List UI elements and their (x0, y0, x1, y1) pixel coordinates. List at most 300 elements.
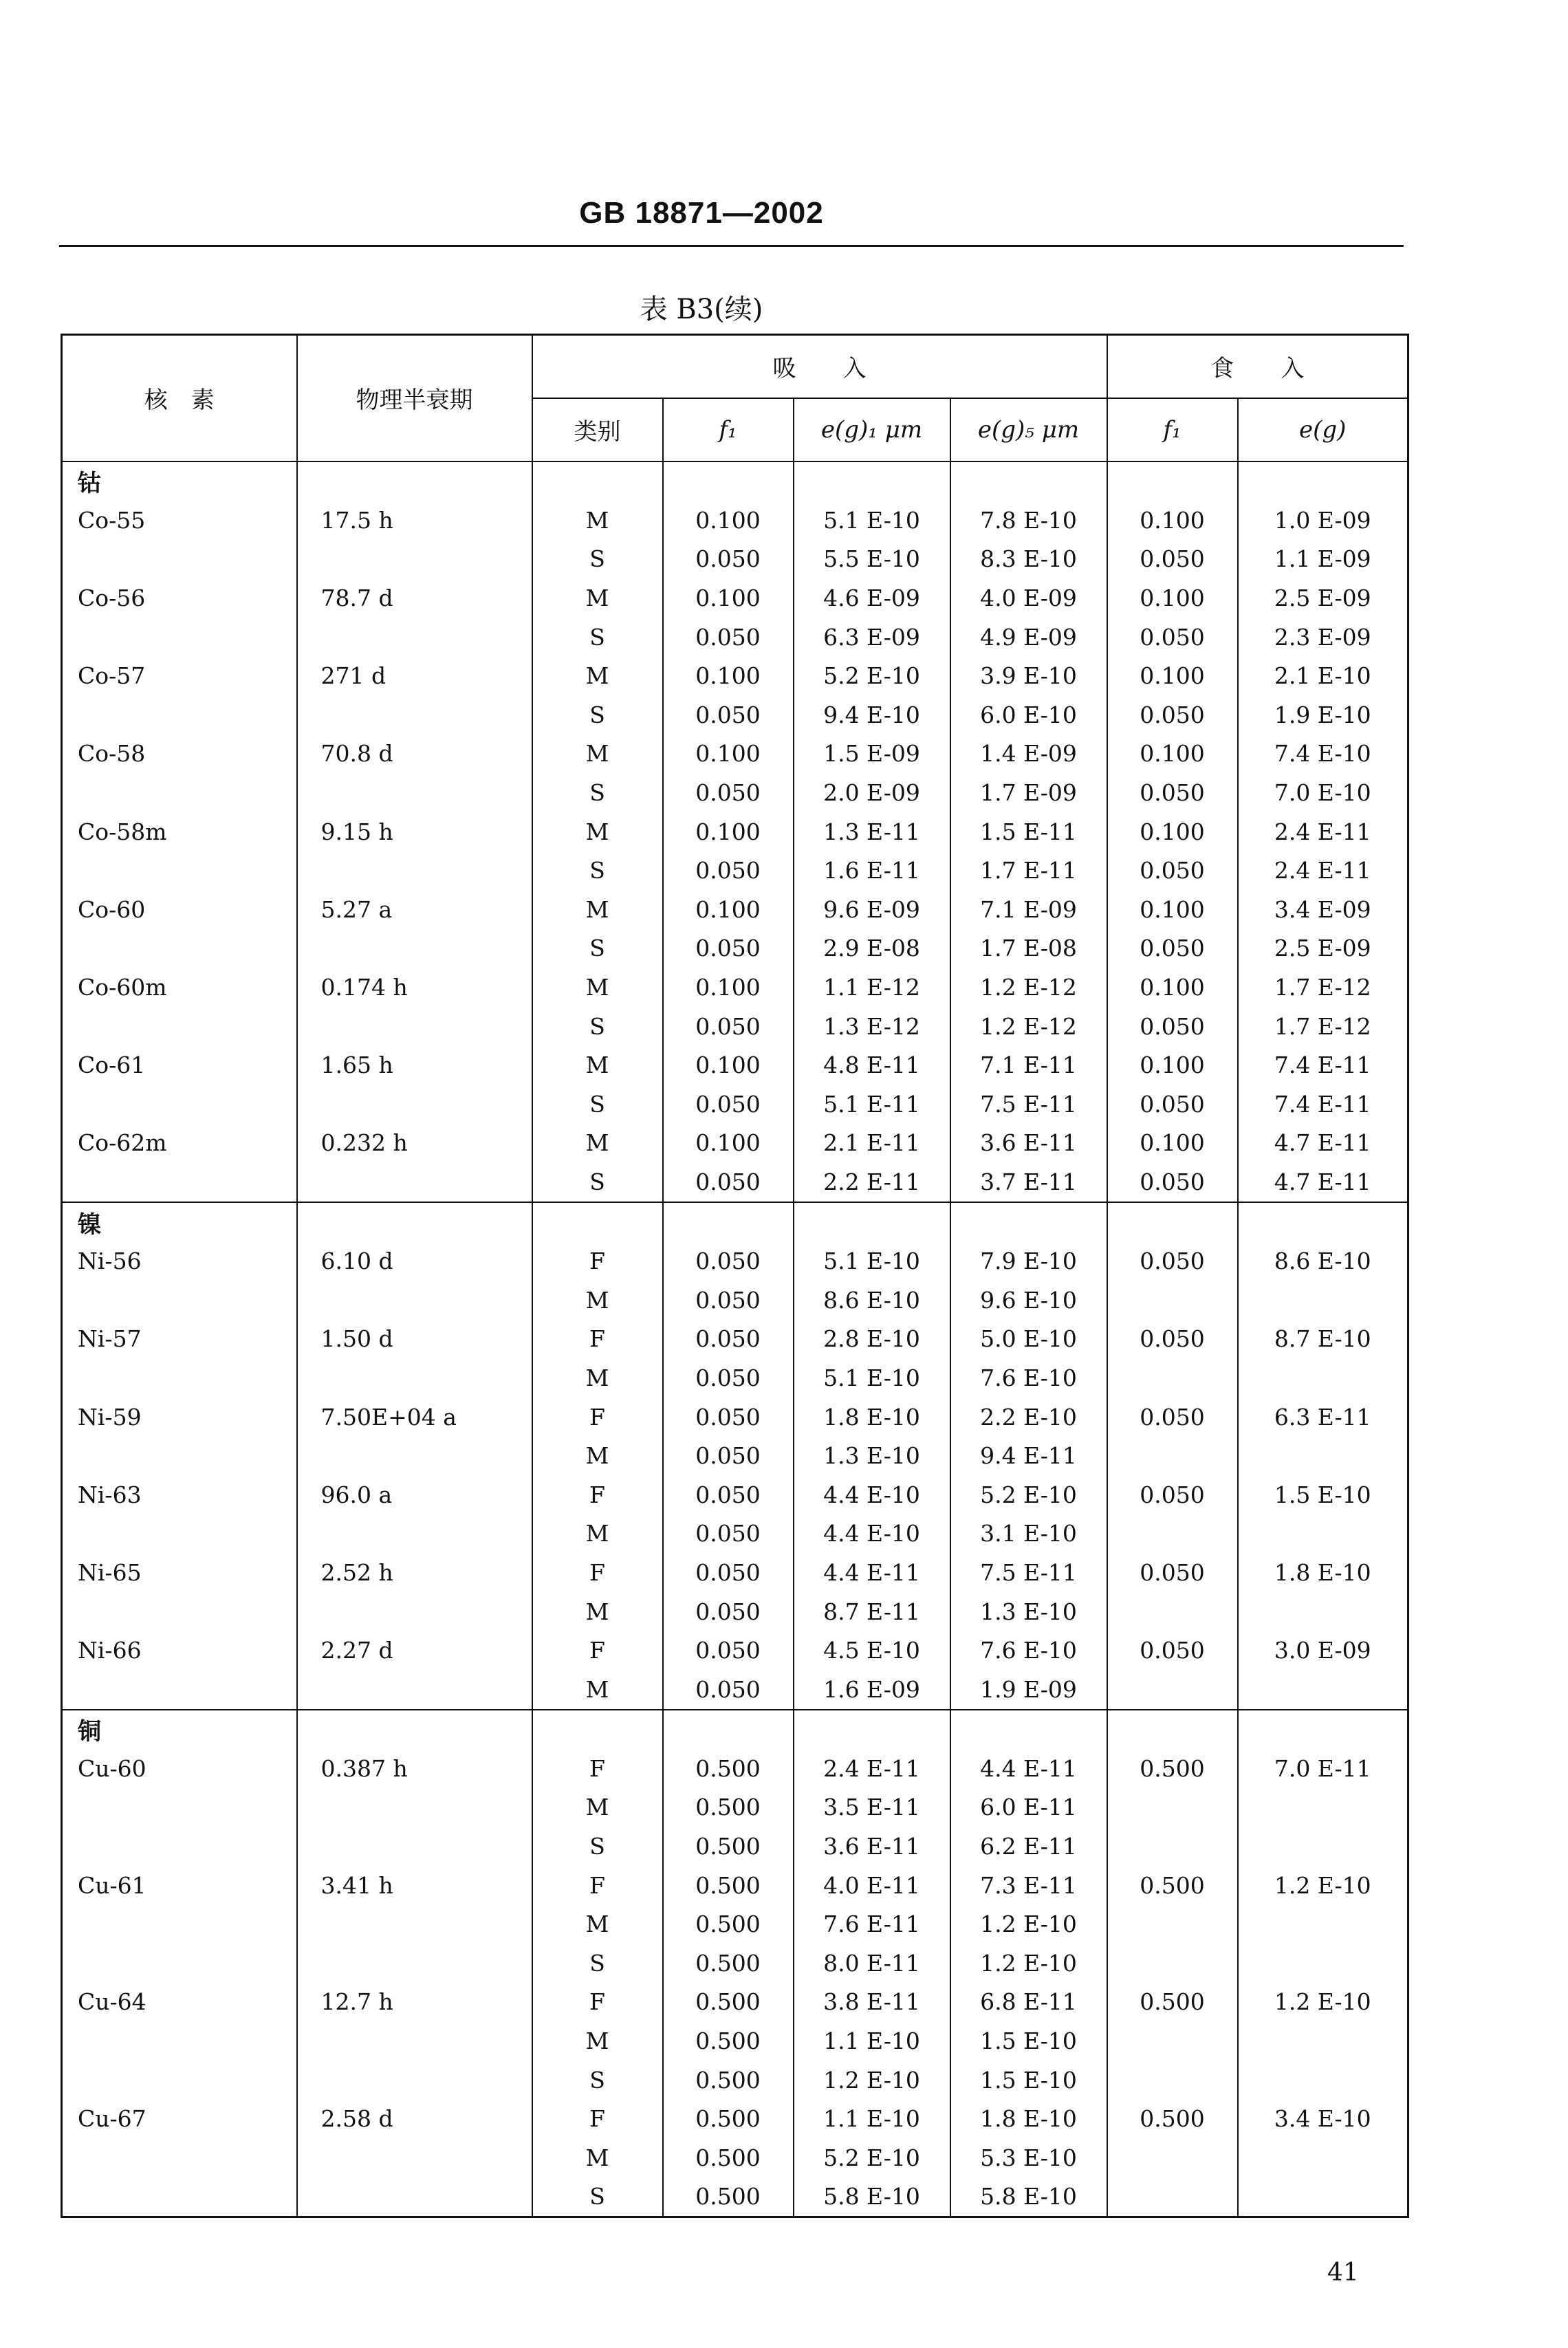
table-row (62, 656, 1408, 695)
table-row (62, 1045, 1408, 1085)
nuclide-cell (62, 1162, 297, 1202)
f1-inhalation-cell: 0.100 (663, 1045, 794, 1085)
e-1um-cell: 1.1 E-10 (794, 2021, 950, 2061)
nuclide-cell: Co-62m (62, 1124, 297, 1163)
e-1um-cell: 2.9 E-08 (794, 929, 950, 968)
e-5um-cell: 1.2 E-12 (950, 968, 1107, 1007)
e-ingestion-cell: 7.4 E-11 (1238, 1085, 1408, 1124)
f1-ingestion-cell (1107, 1281, 1238, 1320)
nuclide-cell: Cu-67 (62, 2099, 297, 2138)
f1-inhalation-cell: 0.500 (663, 1944, 794, 1983)
nuclide-cell (62, 1514, 297, 1554)
f1-inhalation-cell: 0.050 (663, 1631, 794, 1670)
e-1um-cell: 3.6 E-11 (794, 1827, 950, 1866)
e-1um-cell: 5.1 E-11 (794, 1085, 950, 1124)
f1-inhalation-cell: 0.500 (663, 2021, 794, 2061)
empty-cell (1238, 1710, 1408, 1750)
table-row (62, 1436, 1408, 1475)
table-row (62, 695, 1408, 735)
f1-ingestion-cell: 0.100 (1107, 501, 1238, 540)
nuclide-cell (62, 1436, 297, 1475)
f1-ingestion-cell: 0.100 (1107, 890, 1238, 929)
col-e-ingestion: e(g) (1238, 398, 1408, 461)
e-ingestion-cell (1238, 1514, 1408, 1554)
f1-inhalation-cell: 0.100 (663, 578, 794, 618)
half-life-cell (297, 2021, 532, 2061)
type-cell: S (532, 929, 663, 968)
e-ingestion-cell (1238, 1904, 1408, 1944)
type-cell: S (532, 1007, 663, 1046)
table-row (62, 1749, 1408, 1788)
half-life-cell (297, 1007, 532, 1046)
e-ingestion-cell (1238, 1788, 1408, 1827)
f1-inhalation-cell: 0.500 (663, 2061, 794, 2100)
e-5um-cell: 9.4 E-11 (950, 1436, 1107, 1475)
e-1um-cell: 9.4 E-10 (794, 695, 950, 735)
e-5um-cell: 7.5 E-11 (950, 1085, 1107, 1124)
e-ingestion-cell: 2.3 E-09 (1238, 618, 1408, 657)
f1-inhalation-cell: 0.050 (663, 618, 794, 657)
type-cell: M (532, 1436, 663, 1475)
e-ingestion-cell: 1.1 E-09 (1238, 540, 1408, 579)
half-life-cell (297, 1592, 532, 1631)
table-row (62, 1281, 1408, 1320)
table-row (62, 1553, 1408, 1592)
e-ingestion-cell: 1.8 E-10 (1238, 1553, 1408, 1592)
nuclide-cell: Co-58m (62, 812, 297, 851)
type-cell: M (532, 656, 663, 695)
e-5um-cell: 5.8 E-10 (950, 2177, 1107, 2217)
element-header-row (62, 1710, 1408, 1750)
f1-inhalation-cell: 0.050 (663, 1436, 794, 1475)
dose-coefficient-table (61, 334, 1409, 2218)
e-ingestion-cell (1238, 2177, 1408, 2217)
type-cell: M (532, 1788, 663, 1827)
nuclide-cell (62, 1670, 297, 1710)
table-row (62, 1944, 1408, 1983)
empty-cell (532, 1202, 663, 1242)
e-5um-cell: 5.0 E-10 (950, 1320, 1107, 1359)
f1-ingestion-cell: 0.050 (1107, 1475, 1238, 1514)
empty-cell (1107, 1202, 1238, 1242)
e-5um-cell: 7.9 E-10 (950, 1241, 1107, 1281)
half-life-cell (297, 851, 532, 890)
e-5um-cell: 3.7 E-11 (950, 1162, 1107, 1202)
e-ingestion-cell: 2.4 E-11 (1238, 812, 1408, 851)
half-life-cell (297, 540, 532, 579)
f1-ingestion-cell: 0.500 (1107, 1866, 1238, 1905)
f1-inhalation-cell: 0.050 (663, 1162, 794, 1202)
f1-inhalation-cell: 0.500 (663, 1788, 794, 1827)
empty-cell (1238, 1202, 1408, 1242)
nuclide-cell (62, 1358, 297, 1398)
e-1um-cell: 4.0 E-11 (794, 1866, 950, 1905)
nuclide-cell (62, 1592, 297, 1631)
type-cell: M (532, 968, 663, 1007)
type-cell: F (532, 1320, 663, 1359)
e-ingestion-cell: 8.6 E-10 (1238, 1241, 1408, 1281)
e-ingestion-cell (1238, 1592, 1408, 1631)
e-5um-cell: 1.2 E-10 (950, 1944, 1107, 1983)
table-row (62, 1398, 1408, 1437)
e-1um-cell: 1.3 E-11 (794, 812, 950, 851)
e-5um-cell: 7.3 E-11 (950, 1866, 1107, 1905)
nuclide-cell (62, 2061, 297, 2100)
e-1um-cell: 8.6 E-10 (794, 1281, 950, 1320)
e-1um-cell: 4.6 E-09 (794, 578, 950, 618)
e-ingestion-cell: 2.4 E-11 (1238, 851, 1408, 890)
f1-ingestion-cell: 0.500 (1107, 1749, 1238, 1788)
empty-cell (950, 1202, 1107, 1242)
table-row (62, 1514, 1408, 1554)
e-ingestion-cell: 7.4 E-10 (1238, 735, 1408, 774)
empty-cell (663, 1710, 794, 1750)
f1-inhalation-cell: 0.050 (663, 1398, 794, 1437)
e-5um-cell: 3.6 E-11 (950, 1124, 1107, 1163)
f1-inhalation-cell: 0.100 (663, 968, 794, 1007)
e-ingestion-cell: 3.4 E-09 (1238, 890, 1408, 929)
e-1um-cell: 2.4 E-11 (794, 1749, 950, 1788)
f1-inhalation-cell: 0.050 (663, 1085, 794, 1124)
e-5um-cell: 6.8 E-11 (950, 1983, 1107, 2022)
f1-ingestion-cell: 0.100 (1107, 656, 1238, 695)
half-life-cell: 3.41 h (297, 1866, 532, 1905)
table-row (62, 1358, 1408, 1398)
nuclide-cell: Cu-61 (62, 1866, 297, 1905)
f1-inhalation-cell: 0.050 (663, 1553, 794, 1592)
table-row (62, 1085, 1408, 1124)
e-ingestion-cell (1238, 1281, 1408, 1320)
e-1um-cell: 1.8 E-10 (794, 1398, 950, 1437)
type-cell: S (532, 2061, 663, 2100)
f1-inhalation-cell: 0.050 (663, 1281, 794, 1320)
f1-inhalation-cell: 0.050 (663, 773, 794, 812)
col-e-1um: e(g)₁ μm (794, 398, 950, 461)
e-1um-cell: 1.3 E-10 (794, 1436, 950, 1475)
f1-inhalation-cell: 0.500 (663, 1983, 794, 2022)
f1-inhalation-cell: 0.050 (663, 1514, 794, 1554)
f1-ingestion-cell (1107, 1944, 1238, 1983)
type-cell: S (532, 1085, 663, 1124)
f1-inhalation-cell: 0.100 (663, 501, 794, 540)
f1-ingestion-cell: 0.500 (1107, 2099, 1238, 2138)
nuclide-cell: Co-57 (62, 656, 297, 695)
table-row (62, 1904, 1408, 1944)
empty-cell (532, 1710, 663, 1750)
e-1um-cell: 4.4 E-10 (794, 1514, 950, 1554)
e-1um-cell: 4.5 E-10 (794, 1631, 950, 1670)
nuclide-cell: Ni-56 (62, 1241, 297, 1281)
type-cell: F (532, 2099, 663, 2138)
table-row (62, 2099, 1408, 2138)
half-life-cell (297, 1085, 532, 1124)
e-1um-cell: 4.8 E-11 (794, 1045, 950, 1085)
type-cell: M (532, 1904, 663, 1944)
e-1um-cell: 8.7 E-11 (794, 1592, 950, 1631)
table-row (62, 618, 1408, 657)
table-row (62, 501, 1408, 540)
e-ingestion-cell (1238, 1436, 1408, 1475)
empty-cell (1238, 461, 1408, 501)
half-life-cell (297, 2061, 532, 2100)
e-ingestion-cell: 1.5 E-10 (1238, 1475, 1408, 1514)
e-1um-cell: 1.3 E-12 (794, 1007, 950, 1046)
half-life-cell: 17.5 h (297, 501, 532, 540)
type-cell: M (532, 735, 663, 774)
element-header-row (62, 1202, 1408, 1242)
nuclide-cell: Ni-63 (62, 1475, 297, 1514)
e-5um-cell: 7.1 E-09 (950, 890, 1107, 929)
e-ingestion-cell: 1.2 E-10 (1238, 1866, 1408, 1905)
e-ingestion-cell (1238, 2061, 1408, 2100)
half-life-cell (297, 929, 532, 968)
e-5um-cell: 1.7 E-11 (950, 851, 1107, 890)
nuclide-cell (62, 1788, 297, 1827)
half-life-cell: 2.52 h (297, 1553, 532, 1592)
e-5um-cell: 1.4 E-09 (950, 735, 1107, 774)
table-row (62, 1124, 1408, 1163)
e-1um-cell: 9.6 E-09 (794, 890, 950, 929)
e-1um-cell: 5.5 E-10 (794, 540, 950, 579)
e-1um-cell: 5.1 E-10 (794, 1241, 950, 1281)
empty-cell (794, 1710, 950, 1750)
e-1um-cell: 2.2 E-11 (794, 1162, 950, 1202)
half-life-cell: 12.7 h (297, 1983, 532, 2022)
e-1um-cell: 1.1 E-10 (794, 2099, 950, 2138)
empty-cell (794, 461, 950, 501)
e-ingestion-cell (1238, 1670, 1408, 1710)
f1-ingestion-cell (1107, 2021, 1238, 2061)
e-5um-cell: 1.7 E-08 (950, 929, 1107, 968)
f1-inhalation-cell: 0.050 (663, 1670, 794, 1710)
e-1um-cell: 4.4 E-11 (794, 1553, 950, 1592)
half-life-cell: 5.27 a (297, 890, 532, 929)
nuclide-cell (62, 695, 297, 735)
type-cell: M (532, 1045, 663, 1085)
e-ingestion-cell: 4.7 E-11 (1238, 1162, 1408, 1202)
nuclide-cell: Co-61 (62, 1045, 297, 1085)
type-cell: M (532, 1592, 663, 1631)
f1-ingestion-cell: 0.100 (1107, 1124, 1238, 1163)
type-cell: M (532, 812, 663, 851)
table-row (62, 929, 1408, 968)
e-ingestion-cell: 7.4 E-11 (1238, 1045, 1408, 1085)
half-life-cell (297, 773, 532, 812)
nuclide-cell: Co-60 (62, 890, 297, 929)
e-5um-cell: 1.5 E-10 (950, 2061, 1107, 2100)
f1-ingestion-cell: 0.050 (1107, 1320, 1238, 1359)
type-cell: S (532, 540, 663, 579)
e-ingestion-cell (1238, 2021, 1408, 2061)
nuclide-cell (62, 1904, 297, 1944)
type-cell: S (532, 1162, 663, 1202)
f1-ingestion-cell (1107, 1436, 1238, 1475)
half-life-cell: 78.7 d (297, 578, 532, 618)
half-life-cell (297, 1436, 532, 1475)
type-cell: S (532, 2177, 663, 2217)
e-1um-cell: 5.2 E-10 (794, 2138, 950, 2177)
type-cell: M (532, 2138, 663, 2177)
nuclide-cell: Ni-65 (62, 1553, 297, 1592)
half-life-cell (297, 1827, 532, 1866)
empty-cell (663, 461, 794, 501)
empty-cell (950, 1710, 1107, 1750)
table-row (62, 2021, 1408, 2061)
f1-inhalation-cell: 0.500 (663, 1827, 794, 1866)
e-1um-cell: 3.8 E-11 (794, 1983, 950, 2022)
e-ingestion-cell: 1.9 E-10 (1238, 695, 1408, 735)
f1-inhalation-cell: 0.500 (663, 2099, 794, 2138)
nuclide-cell (62, 618, 297, 657)
e-ingestion-cell: 2.1 E-10 (1238, 656, 1408, 695)
table-row (62, 968, 1408, 1007)
element-name: 铜 (62, 1710, 297, 1750)
e-ingestion-cell: 1.7 E-12 (1238, 1007, 1408, 1046)
half-life-cell: 9.15 h (297, 812, 532, 851)
e-1um-cell: 5.1 E-10 (794, 1358, 950, 1398)
e-5um-cell: 1.2 E-12 (950, 1007, 1107, 1046)
f1-inhalation-cell: 0.050 (663, 1358, 794, 1398)
e-1um-cell: 5.2 E-10 (794, 656, 950, 695)
e-ingestion-cell (1238, 2138, 1408, 2177)
f1-ingestion-cell: 0.050 (1107, 695, 1238, 735)
type-cell: S (532, 618, 663, 657)
col-f1-ingestion: f₁ (1107, 398, 1238, 461)
table-row (62, 2061, 1408, 2100)
empty-cell (297, 1710, 532, 1750)
nuclide-cell: Ni-59 (62, 1398, 297, 1437)
table-row (62, 1592, 1408, 1631)
f1-ingestion-cell (1107, 1788, 1238, 1827)
col-type: 类别 (532, 398, 663, 461)
type-cell: M (532, 1514, 663, 1554)
e-5um-cell: 8.3 E-10 (950, 540, 1107, 579)
half-life-cell (297, 1670, 532, 1710)
type-cell: F (532, 1553, 663, 1592)
half-life-cell (297, 618, 532, 657)
header-rule (59, 245, 1404, 247)
f1-inhalation-cell: 0.050 (663, 695, 794, 735)
e-ingestion-cell: 2.5 E-09 (1238, 578, 1408, 618)
nuclide-cell: Ni-66 (62, 1631, 297, 1670)
e-1um-cell: 5.1 E-10 (794, 501, 950, 540)
element-header-row (62, 461, 1408, 501)
e-5um-cell: 6.2 E-11 (950, 1827, 1107, 1866)
table-row (62, 1162, 1408, 1202)
e-ingestion-cell (1238, 1827, 1408, 1866)
table-row (62, 773, 1408, 812)
table-row (62, 890, 1408, 929)
e-5um-cell: 7.8 E-10 (950, 501, 1107, 540)
f1-inhalation-cell: 0.100 (663, 735, 794, 774)
e-5um-cell: 7.6 E-10 (950, 1631, 1107, 1670)
type-cell: F (532, 1866, 663, 1905)
type-cell: F (532, 1241, 663, 1281)
e-1um-cell: 7.6 E-11 (794, 1904, 950, 1944)
f1-inhalation-cell: 0.500 (663, 2138, 794, 2177)
f1-ingestion-cell (1107, 1904, 1238, 1944)
col-e-5um: e(g)₅ μm (950, 398, 1107, 461)
f1-inhalation-cell: 0.050 (663, 1241, 794, 1281)
f1-ingestion-cell: 0.050 (1107, 1398, 1238, 1437)
e-ingestion-cell: 7.0 E-10 (1238, 773, 1408, 812)
e-ingestion-cell: 1.7 E-12 (1238, 968, 1408, 1007)
document-header: GB 18871—2002 (579, 196, 824, 230)
table-caption: 表 B3(续) (640, 294, 763, 325)
type-cell: M (532, 1281, 663, 1320)
e-1um-cell: 1.1 E-12 (794, 968, 950, 1007)
e-1um-cell: 5.8 E-10 (794, 2177, 950, 2217)
table-row (62, 851, 1408, 890)
e-ingestion-cell: 4.7 E-11 (1238, 1124, 1408, 1163)
col-ingestion: 食 入 (1107, 335, 1408, 398)
f1-ingestion-cell (1107, 2177, 1238, 2217)
table-row (62, 1866, 1408, 1905)
empty-cell (950, 461, 1107, 501)
half-life-cell: 0.387 h (297, 1749, 532, 1788)
type-cell: S (532, 1944, 663, 1983)
e-ingestion-cell: 8.7 E-10 (1238, 1320, 1408, 1359)
e-5um-cell: 4.0 E-09 (950, 578, 1107, 618)
f1-inhalation-cell: 0.100 (663, 1124, 794, 1163)
table-row (62, 1241, 1408, 1281)
f1-ingestion-cell: 0.100 (1107, 812, 1238, 851)
nuclide-cell (62, 1007, 297, 1046)
e-5um-cell: 6.0 E-10 (950, 695, 1107, 735)
e-5um-cell: 1.3 E-10 (950, 1592, 1107, 1631)
col-nuclide: 核 素 (62, 335, 297, 461)
type-cell: M (532, 1670, 663, 1710)
e-5um-cell: 3.9 E-10 (950, 656, 1107, 695)
half-life-cell: 2.27 d (297, 1631, 532, 1670)
half-life-cell: 271 d (297, 656, 532, 695)
f1-ingestion-cell: 0.100 (1107, 578, 1238, 618)
e-1um-cell: 4.4 E-10 (794, 1475, 950, 1514)
half-life-cell (297, 2138, 532, 2177)
e-5um-cell: 5.3 E-10 (950, 2138, 1107, 2177)
f1-inhalation-cell: 0.100 (663, 812, 794, 851)
f1-ingestion-cell: 0.050 (1107, 929, 1238, 968)
f1-ingestion-cell (1107, 2138, 1238, 2177)
e-ingestion-cell: 2.5 E-09 (1238, 929, 1408, 968)
f1-inhalation-cell: 0.050 (663, 929, 794, 968)
half-life-cell (297, 1281, 532, 1320)
f1-ingestion-cell: 0.100 (1107, 735, 1238, 774)
table-row (62, 1788, 1408, 1827)
e-5um-cell: 6.0 E-11 (950, 1788, 1107, 1827)
type-cell: M (532, 890, 663, 929)
f1-inhalation-cell: 0.500 (663, 1866, 794, 1905)
e-1um-cell: 1.5 E-09 (794, 735, 950, 774)
f1-inhalation-cell: 0.500 (663, 1904, 794, 1944)
empty-cell (297, 1202, 532, 1242)
empty-cell (663, 1202, 794, 1242)
e-5um-cell: 1.8 E-10 (950, 2099, 1107, 2138)
table-row (62, 812, 1408, 851)
e-5um-cell: 1.9 E-09 (950, 1670, 1107, 1710)
table-body (62, 461, 1408, 2217)
f1-ingestion-cell (1107, 1670, 1238, 1710)
table-row (62, 1007, 1408, 1046)
f1-ingestion-cell: 0.050 (1107, 540, 1238, 579)
table-row (62, 1475, 1408, 1514)
half-life-cell: 2.58 d (297, 2099, 532, 2138)
half-life-cell (297, 695, 532, 735)
f1-ingestion-cell: 0.100 (1107, 968, 1238, 1007)
nuclide-cell (62, 1085, 297, 1124)
e-5um-cell: 4.9 E-09 (950, 618, 1107, 657)
f1-inhalation-cell: 0.100 (663, 656, 794, 695)
